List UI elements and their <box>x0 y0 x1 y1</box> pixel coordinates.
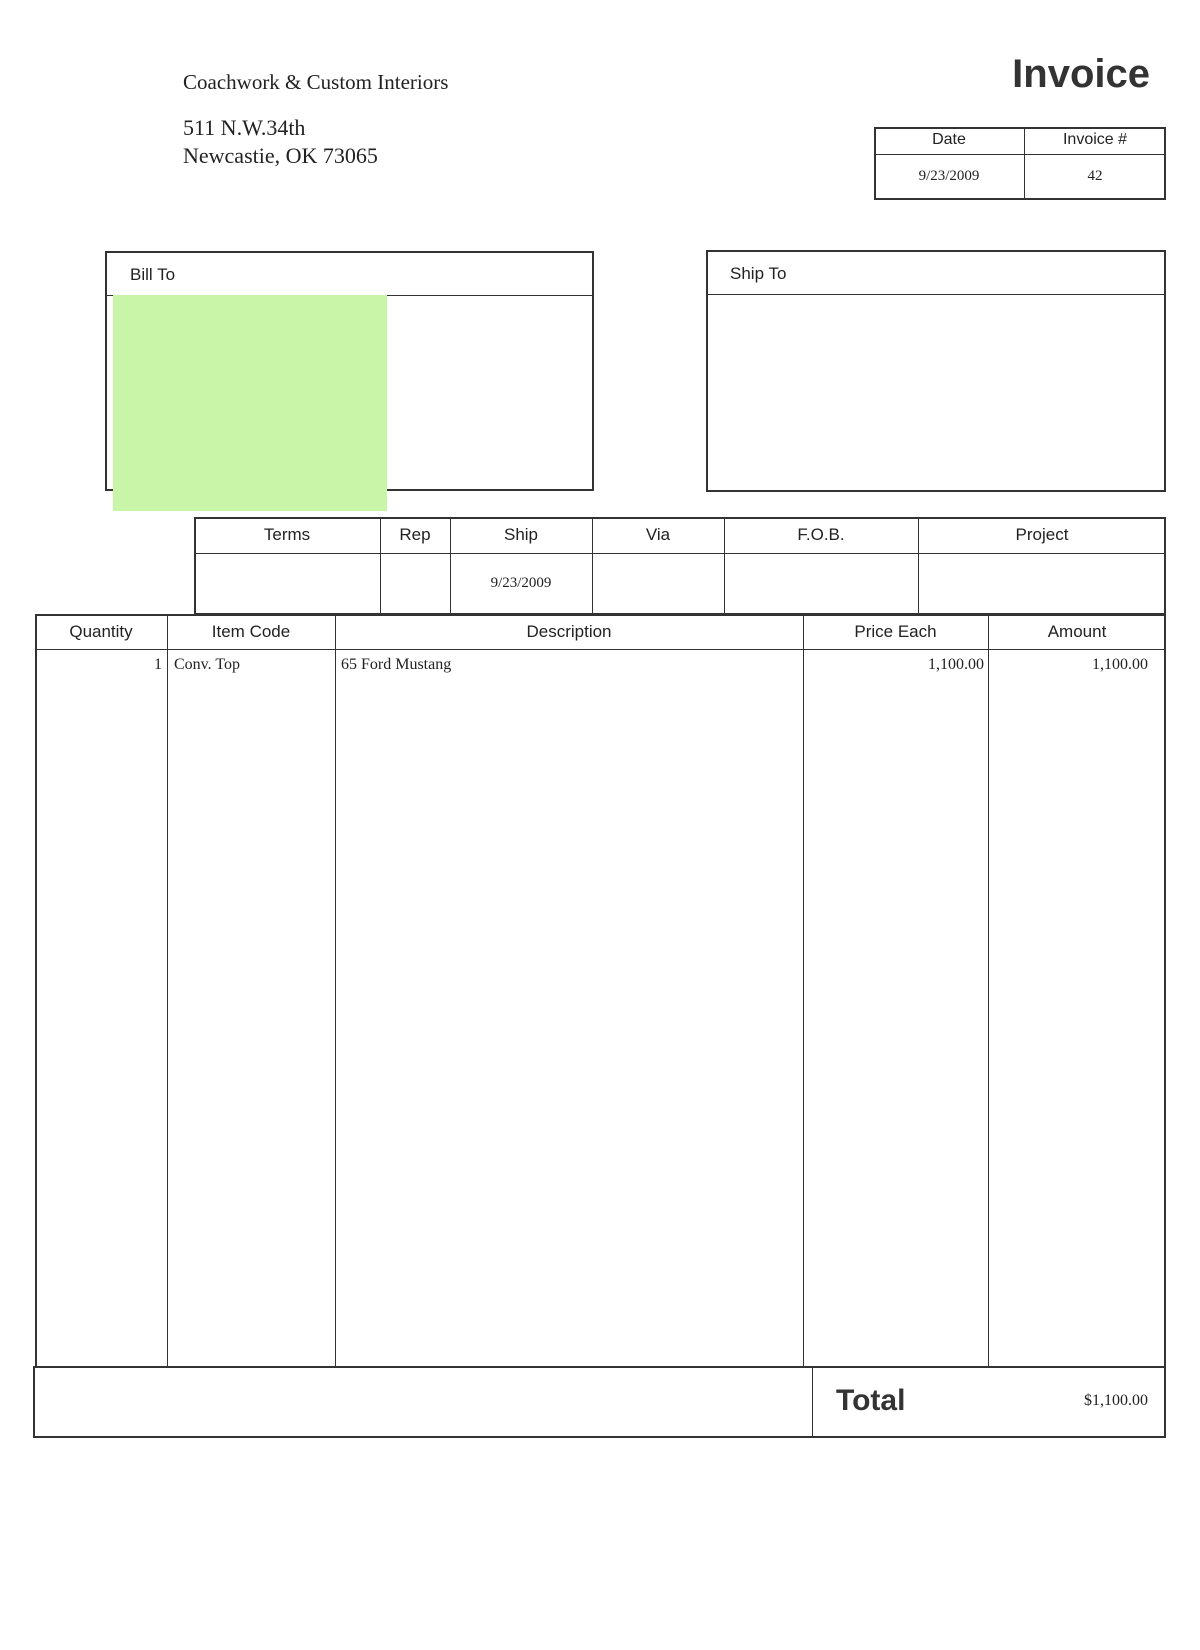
company-address-line1: 511 N.W.34th <box>183 115 306 140</box>
quantity-header: Quantity <box>69 622 133 641</box>
company-address-line2: Newcastie, OK 73065 <box>183 143 378 168</box>
project-label: Project <box>1015 525 1069 544</box>
fob-label: F.O.B. <box>797 525 845 544</box>
invoice-number-label: Invoice # <box>1062 131 1128 148</box>
total-divider <box>812 1366 813 1438</box>
invoice-number-value: 42 <box>1087 168 1103 184</box>
ship-to-divider <box>706 294 1166 295</box>
total-label: Total <box>836 1384 906 1417</box>
company-name: Coachwork & Custom Interiors <box>183 70 449 94</box>
row-item-code: Conv. Top <box>174 656 240 673</box>
ship-label: Ship <box>503 525 539 544</box>
date-value: 9/23/2009 <box>918 168 980 184</box>
items-col-3 <box>803 614 804 1368</box>
ship-to-box <box>706 250 1166 492</box>
row-quantity: 1 <box>154 656 162 673</box>
total-value: $1,100.00 <box>1084 1392 1148 1409</box>
order-info-divider <box>194 553 1166 554</box>
items-header-divider <box>35 649 1166 650</box>
meta-divider <box>874 154 1166 155</box>
row-amount: 1,100.00 <box>1092 656 1148 673</box>
date-label: Date <box>932 131 966 148</box>
via-label: Via <box>645 525 671 544</box>
ship-to-label: Ship To <box>730 264 787 283</box>
description-header: Description <box>526 622 612 641</box>
item-code-header: Item Code <box>211 622 291 641</box>
redaction-sticker <box>113 295 387 511</box>
items-table <box>35 614 1166 1368</box>
items-col-2 <box>335 614 336 1368</box>
document-title: Invoice <box>1012 52 1150 96</box>
rep-label: Rep <box>399 525 431 544</box>
row-description: 65 Ford Mustang <box>341 656 452 673</box>
terms-label: Terms <box>263 525 311 544</box>
bill-to-label: Bill To <box>130 265 176 284</box>
amount-header: Amount <box>1047 622 1107 641</box>
items-col-4 <box>988 614 989 1368</box>
items-col-1 <box>167 614 168 1368</box>
ship-date-value: 9/23/2009 <box>490 575 552 591</box>
price-each-header: Price Each <box>854 622 937 641</box>
row-price-each: 1,100.00 <box>928 656 984 673</box>
